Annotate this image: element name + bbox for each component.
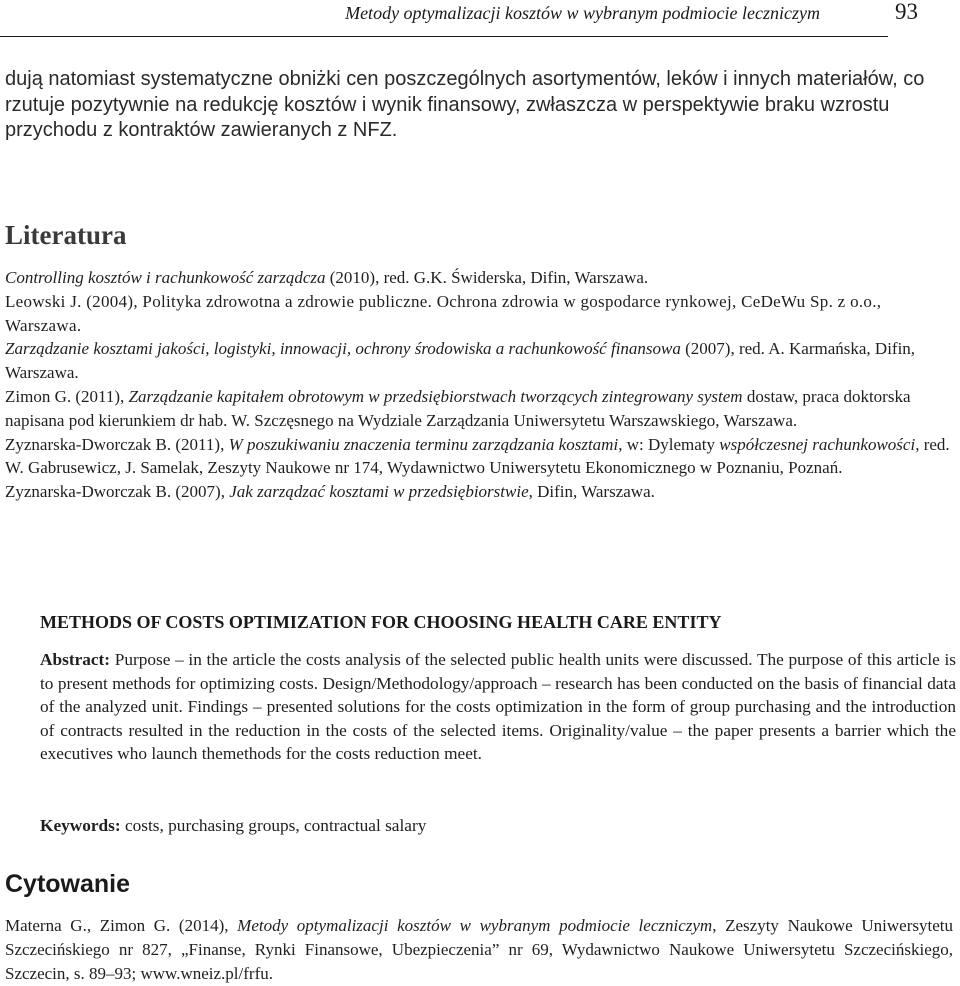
reference-title: Jak zarządzać kosztami w przedsiębiorstwie [229, 482, 529, 502]
reference-details: (2007), red. A. Karmańska, Difin, Warszawa. [5, 339, 916, 383]
running-header [0, 0, 918, 37]
citation-paragraph [5, 914, 953, 986]
reference-details: Leowski J. (2004), Polityka zdrowotna a zdrowie publiczne. Ochrona zdrowia w gospodarce rynkowej, CeDeWu Sp. z o.o., Warszawa. [5, 291, 882, 335]
reference-item [5, 290, 953, 338]
running-title: Metody optymalizacji kosztów w wybranym podmiocie leczniczym [345, 3, 820, 23]
reference-item [5, 385, 953, 433]
reference-author: Zyznarska-Dworczak B. (2011), [5, 434, 229, 454]
keywords-label: Keywords: [40, 816, 121, 835]
citation-title: Metody optymalizacji kosztów w wybranym podmiocie leczniczym [237, 916, 713, 935]
abstract-text: Purpose – in the article the costs analysis of the selected public health units were discussed. The purpose of this article is to present methods for optimizing costs. Design/Methodology/approach – research has been conducted on the basis of financial data of the analyzed unit. Findings – presented solutions for the costs optimization in the form of group purchasing and the introduction of contracts resulted in the reduction in the costs of the selected items. Originality/value – the paper presents a barrier which the executives who launch themethods for the costs reduction meet. [40, 650, 956, 764]
reference-author: Zyznarska-Dworczak B. (2007), [5, 482, 230, 502]
reference-item [5, 337, 953, 385]
abstract-label: Abstract: [40, 650, 111, 669]
reference-details: (2010), red. G.K. Świderska, Difin, Warszawa. [325, 268, 649, 287]
reference-details: dostaw, praca doktorska napisana pod kierunkiem dr hab. W. Szczęsnego na Wydziale Zarządzania Uniwersytetu Warszawskiego, Warszawa. [5, 386, 911, 430]
reference-title: Controlling kosztów i rachunkowość zarządcza [5, 268, 326, 287]
reference-title: Zarządzanie kosztami jakości, logistyki, innowacji, ochrony środowiska a rachunkowość finansowa [5, 339, 681, 359]
reference-item [5, 433, 953, 481]
citation-details: , Zeszyty Naukowe Uniwersytetu Szczecińskiego nr 827, „Finanse, Rynki Finansowe, Ubezpieczenia” nr 69, Wydawnictwo Naukowe Uniwersytetu Szczecińskiego, Szczecin, s. 89–93; www.wneiz.pl/frfu. [5, 916, 953, 983]
reference-list [5, 266, 953, 504]
abstract-paragraph [40, 648, 956, 766]
reference-title: Zarządzanie kapitałem obrotowym w przedsiębiorstwach tworzących zintegrowany system [128, 386, 743, 406]
reference-book-title: współczesnej rachunkowości [719, 434, 916, 454]
literature-heading: Literatura [5, 220, 127, 250]
reference-details: , red. W. Gabrusewicz, J. Samelak, Zeszyty Naukowe nr 174, Wydawnictwo Uniwersytetu Ekonomicznego w Poznaniu, Poznań. [5, 434, 950, 478]
keywords-paragraph [40, 814, 956, 838]
intro-paragraph: dują natomiast systematyczne obniżki cen poszczególnych asortymentów, leków i innych materiałów, co rzutuje pozytywnie na redukcję kosztów i wynik finansowy, zwłaszcza w perspektywie braku wzrostu przychodu z kontraktów zawieranych z NFZ. [5, 68, 925, 141]
reference-details: , Difin, Warszawa. [528, 482, 655, 502]
keywords-text: costs, purchasing groups, contractual salary [120, 816, 427, 835]
english-title: METHODS OF COSTS OPTIMIZATION FOR CHOOSING HEALTH CARE ENTITY [40, 612, 722, 632]
reference-item [5, 266, 953, 290]
reference-connector: , w: Dylematy [618, 434, 720, 454]
page-number: 93 [895, 0, 918, 24]
reference-item [5, 480, 953, 504]
citation-heading: Cytowanie [5, 870, 131, 898]
reference-title: W poszukiwaniu znaczenia terminu zarządzania kosztami [228, 434, 619, 454]
reference-author: Zimon G. (2011), [5, 386, 129, 406]
citation-authors: Materna G., Zimon G. (2014), [5, 916, 238, 935]
